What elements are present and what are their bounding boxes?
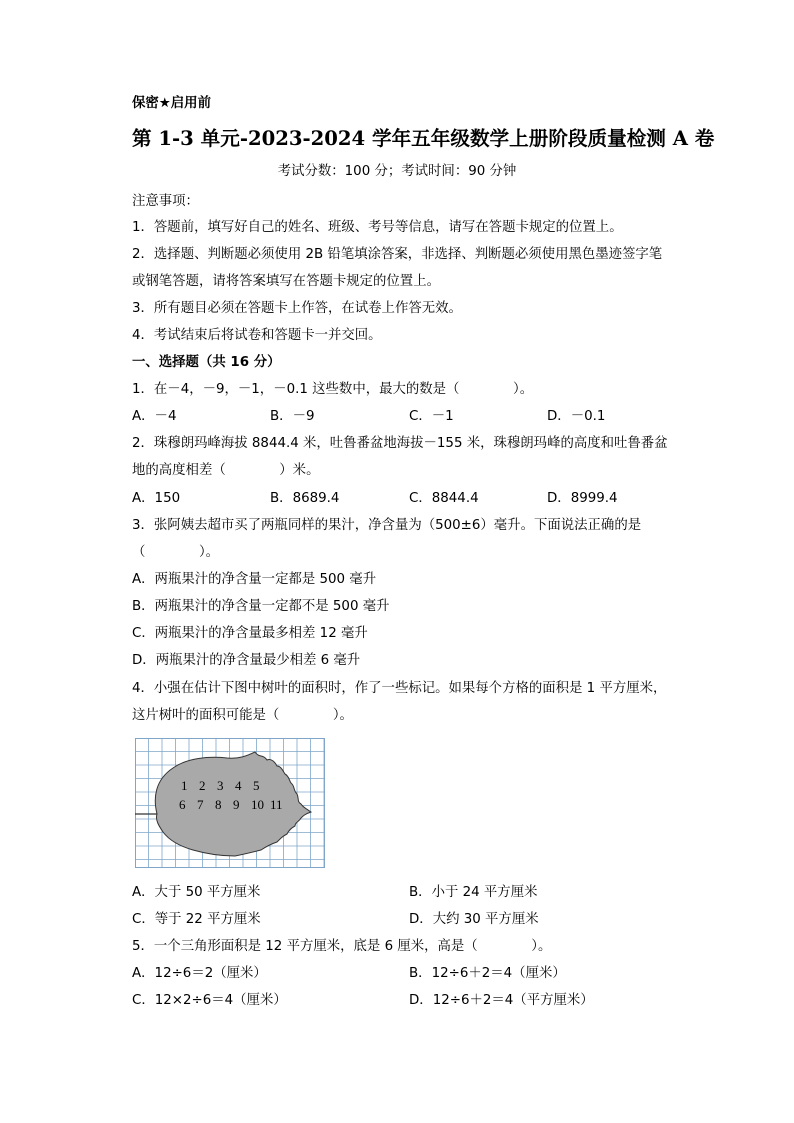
question-2-stem: 2．珠穆朗玛峰海拔 8844.4 米，吐鲁番盆地海拔－155 米，珠穆朗玛峰的高度和吐鲁番盆 (132, 436, 668, 451)
leaf-number: 3 (217, 778, 224, 793)
question-3-stem-cont: （ ）。 (132, 545, 220, 560)
leaf-number: 10 (251, 797, 264, 812)
q3-option-c: C．两瓶果汁的净含量最多相差 12 毫升 (132, 626, 368, 641)
q4-option-d: D．大约 30 平方厘米 (409, 912, 539, 927)
question-5-stem: 5．一个三角形面积是 12 平方厘米，底是 6 厘米，高是（ ）。 (132, 939, 552, 954)
q2-option-c: C．8844.4 (409, 491, 479, 506)
leaf-number: 7 (197, 797, 204, 812)
q3-option-b: B．两瓶果汁的净含量一定都不是 500 毫升 (132, 599, 390, 614)
page-title: 第 1-3 单元-2023-2024 学年五年级数学上册阶段质量检测 A 卷 (132, 127, 715, 150)
leaf-number: 1 (181, 778, 188, 793)
q2-option-b: B．8689.4 (270, 491, 340, 506)
q3-option-d: D．两瓶果汁的净含量最少相差 6 毫升 (132, 653, 361, 668)
question-4-stem-cont: 这片树叶的面积可能是（ ）。 (132, 708, 353, 723)
leaf-number: 2 (199, 778, 206, 793)
section-heading: 一、选择题（共 16 分） (132, 355, 281, 370)
q4-option-b: B．小于 24 平方厘米 (409, 885, 538, 900)
note-line: 2．选择题、判断题必须使用 2B 铅笔填涂答案，非选择、判断题必须使用黑色墨迹签字笔 (132, 247, 663, 262)
question-4-stem: 4．小强在估计下图中树叶的面积时，作了一些标记。如果每个方格的面积是 1 平方厘米， (132, 681, 667, 696)
notes-heading: 注意事项： (132, 194, 199, 209)
q1-option-d: D．－0.1 (547, 409, 606, 424)
confidential-label: 保密★启用前 (132, 96, 211, 111)
q4-option-a: A．大于 50 平方厘米 (132, 885, 261, 900)
q1-option-c: C．－1 (409, 409, 454, 424)
q1-option-a: A．－4 (132, 409, 177, 424)
note-line: 4．考试结束后将试卷和答题卡一并交回。 (132, 328, 382, 343)
note-line: 1．答题前，填写好自己的姓名、班级、考号等信息，请写在答题卡规定的位置上。 (132, 220, 623, 235)
note-line: 3．所有题目必须在答题卡上作答，在试卷上作答无效。 (132, 301, 462, 316)
leaf-number: 9 (233, 797, 240, 812)
q5-option-d: D．12÷6＋2＝4（平方厘米） (409, 993, 594, 1008)
leaf-number: 5 (253, 778, 260, 793)
leaf-number: 11 (270, 797, 283, 812)
q5-option-c: C．12×2÷6＝4（厘米） (132, 993, 287, 1008)
q1-option-b: B．－9 (270, 409, 315, 424)
leaf-number: 8 (215, 797, 222, 812)
q5-option-b: B．12÷6＋2＝4（厘米） (409, 966, 566, 981)
question-1-stem: 1．在－4，－9，－1，－0.1 这些数中，最大的数是（ ）。 (132, 382, 534, 397)
leaf-grid-figure (135, 738, 325, 868)
q3-option-a: A．两瓶果汁的净含量一定都是 500 毫升 (132, 572, 377, 587)
exam-info: 考试分数：100 分；考试时间：90 分钟 (277, 164, 517, 179)
question-2-stem-cont: 地的高度相差（ ）米。 (132, 463, 320, 478)
question-3-stem: 3．张阿姨去超市买了两瓶同样的果汁，净含量为（500±6）毫升。下面说法正确的是 (132, 518, 642, 533)
note-line: 或钢笔答题，请将答案填写在答题卡规定的位置上。 (132, 274, 440, 289)
q4-option-c: C．等于 22 平方厘米 (132, 912, 261, 927)
leaf-number: 4 (235, 778, 242, 793)
q2-option-a: A．150 (132, 491, 181, 506)
q5-option-a: A．12÷6＝2（厘米） (132, 966, 267, 981)
q2-option-d: D．8999.4 (547, 491, 618, 506)
leaf-number: 6 (179, 797, 186, 812)
